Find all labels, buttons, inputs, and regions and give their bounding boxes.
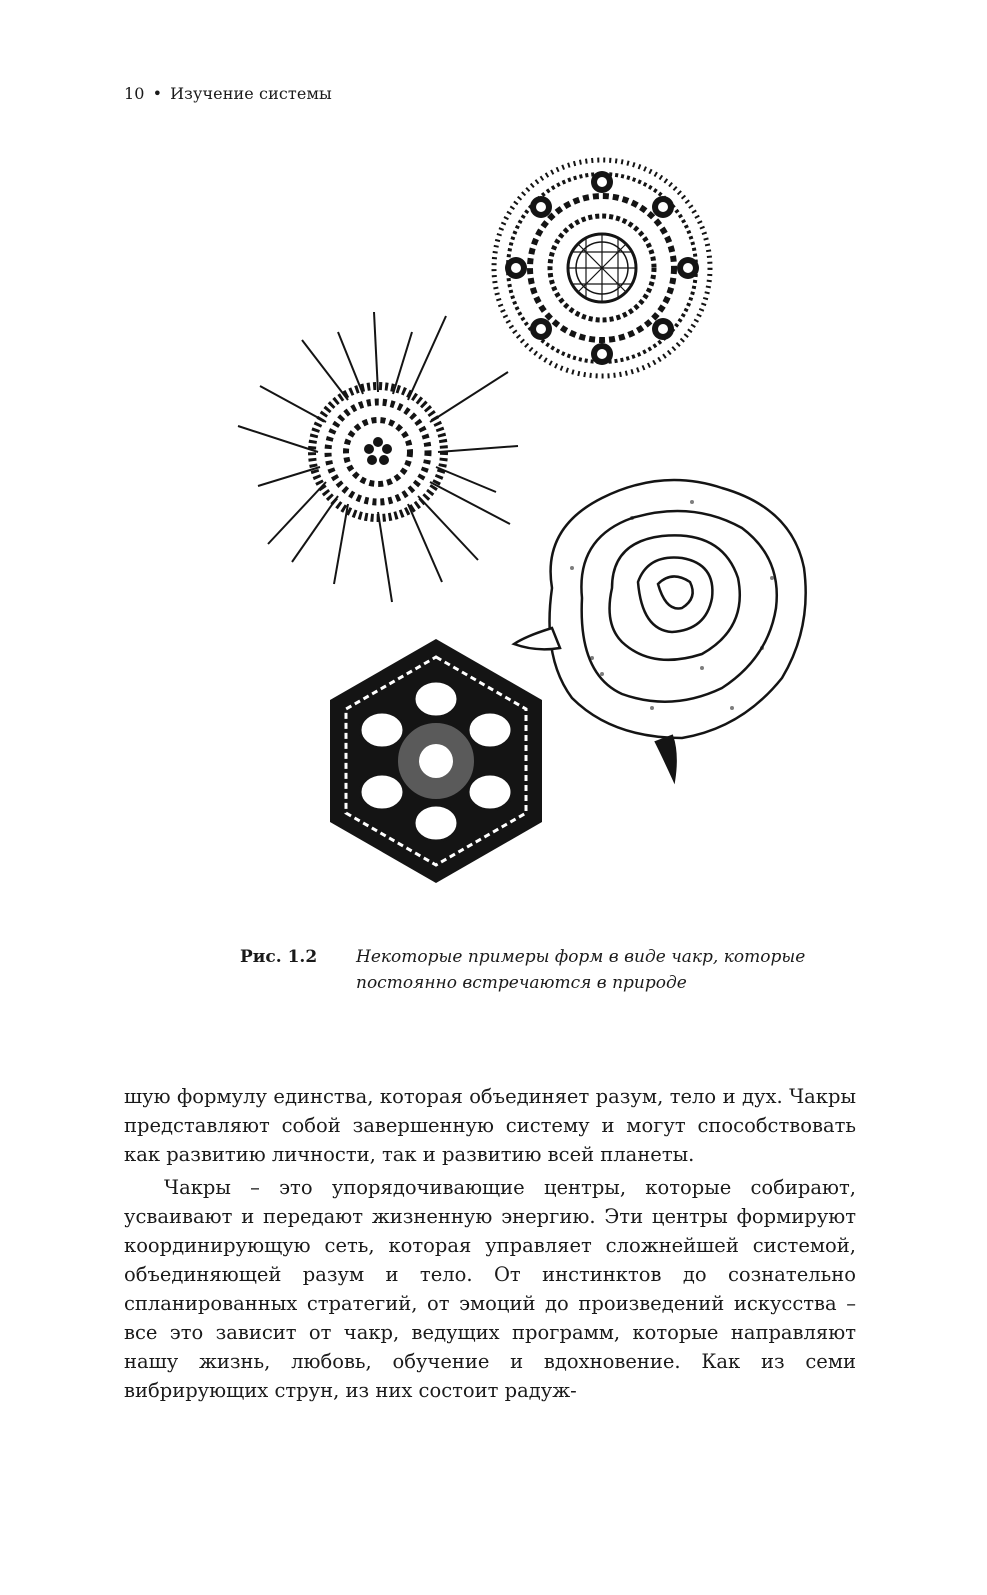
header-separator: • [152, 84, 163, 103]
spiky-urchin-illustration [238, 312, 518, 602]
radiolarian-illustration [494, 160, 710, 376]
figure-label: Рис. 1.2 [240, 947, 318, 967]
paragraph: шую формулу единства, которая объединяет разум, тело и дух. Чакры представляют собой завершенную систему и могут способствовать как развитию личности, так и развитию всей планеты. [124, 1085, 856, 1166]
chakra-forms-figure [220, 140, 860, 900]
section-title: Изучение системы [170, 84, 332, 103]
rose-illustration [514, 480, 806, 780]
running-head [124, 84, 332, 103]
figure-caption-text: Некоторые примеры форм в виде чакр, которые постоянно встречаются в природе [356, 947, 806, 993]
body-text [124, 1082, 856, 1405]
page-number: 10 [124, 84, 145, 103]
paragraph: Чакры – это упорядочивающие центры, которые собирают, усваивают и передают жизненную энергию. Эти центры формируют координирующую сеть, которая управляет сложнейшей системой, объединяющей разум и тело. От инстинктов до сознательно спланированных стратегий, от эмоций до произведений искусства – все это зависит от чакр, ведущих программ, которые направляют нашу жизнь, любовь, обучение и вдохновение. Как из семи вибрирующих струн, из них состоит радуж- [124, 1176, 856, 1402]
hexagonal-diatom-illustration [330, 639, 542, 883]
